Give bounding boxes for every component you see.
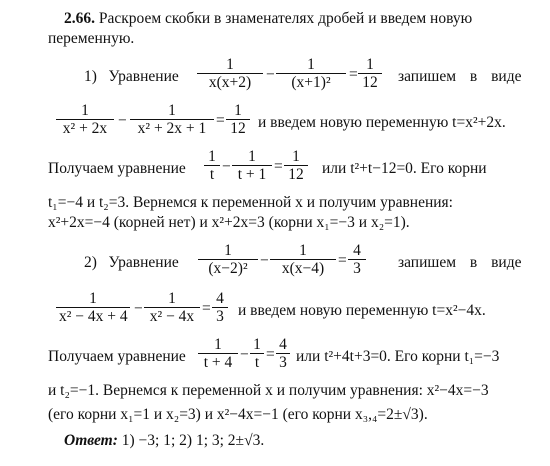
- p2-fraction-1: [198, 242, 258, 278]
- denominator: 12: [226, 119, 250, 138]
- equals-sign: =: [202, 300, 211, 317]
- p1-fraction-2: [276, 56, 346, 92]
- numerator: 1: [81, 102, 89, 119]
- r3-fraction-2: [232, 148, 272, 184]
- denominator: 3: [212, 307, 228, 326]
- part2-word: Уравнение: [108, 254, 179, 271]
- minus-sign: −: [240, 346, 249, 363]
- numerator: 1: [253, 336, 261, 353]
- part1-tail: запишем в виде: [398, 68, 522, 85]
- r8-lead: Получаем уравнение: [48, 348, 186, 365]
- minus-sign: −: [266, 66, 275, 83]
- r7-fraction-2: [144, 290, 200, 326]
- denominator: x² + 2x + 1: [130, 119, 214, 138]
- denominator: 12: [358, 73, 382, 92]
- p1-fraction-3: [358, 56, 382, 92]
- numerator: 4: [216, 290, 224, 307]
- denominator: (x−2)²: [198, 259, 258, 278]
- minus-sign: −: [118, 112, 127, 129]
- denominator: 3: [348, 259, 366, 278]
- p2-fraction-2: [270, 242, 336, 278]
- r7-fraction-3: [212, 290, 228, 326]
- numerator: 4: [279, 336, 287, 353]
- denominator: (x+1)²: [276, 73, 346, 92]
- r7-fraction-1: [56, 290, 130, 326]
- denominator: x(x+2): [197, 73, 263, 92]
- minus-sign: −: [222, 158, 231, 175]
- r2-fraction-3: [226, 102, 250, 138]
- numerator: 1: [234, 102, 242, 119]
- numerator: 1: [89, 290, 97, 307]
- denominator: t: [250, 353, 264, 372]
- denominator: 3: [276, 353, 290, 372]
- r5-text: x²+2x=−4 (корней нет) и x²+2x=3 (корни x₁=−3 и x₂=1).: [48, 214, 410, 231]
- equals-sign: =: [349, 66, 358, 83]
- numerator: 1: [248, 148, 256, 165]
- p1-fraction-1: [197, 56, 263, 92]
- r8-fraction-2: [250, 336, 264, 372]
- r9-text: и t₂=−1. Вернемся к переменной x и получим уравнения: x²−4x=−3: [48, 382, 489, 399]
- numerator: 1: [208, 148, 216, 165]
- denominator: t: [204, 165, 220, 184]
- r4-text: t₁=−4 и t₂=3. Вернемся к переменной x и получим уравнения:: [48, 194, 453, 211]
- minus-sign: −: [134, 300, 143, 317]
- numerator: 1: [299, 242, 307, 259]
- denominator: t + 4: [198, 353, 238, 372]
- part1-number: 1): [84, 68, 97, 85]
- p2-fraction-3: [348, 242, 366, 278]
- r8-fraction-3: [276, 336, 290, 372]
- numerator: 1: [168, 102, 176, 119]
- r3-lead: Получаем уравнение: [48, 160, 186, 177]
- denominator: x² − 4x: [144, 307, 200, 326]
- r2-fraction-1: [56, 102, 114, 138]
- part1-word: Уравнение: [108, 68, 179, 85]
- r2-text: и введем новую переменную t=x²+2x.: [258, 114, 506, 131]
- numerator: 1: [226, 56, 234, 73]
- denominator: 12: [284, 165, 308, 184]
- numerator: 1: [366, 56, 374, 73]
- numerator: 1: [168, 290, 176, 307]
- r3-fraction-1: [204, 148, 220, 184]
- answer-label: Ответ:: [64, 432, 118, 449]
- equals-sign: =: [338, 252, 347, 269]
- denominator: x² + 2x: [56, 119, 114, 138]
- r3-fraction-3: [284, 148, 308, 184]
- part1-label: [84, 68, 179, 86]
- denominator: x² − 4x + 4: [56, 307, 130, 326]
- r8-tail: или t²+4t+3=0. Его корни t₁=−3: [296, 348, 500, 365]
- answer-text: 1) −3; 1; 2) 1; 3; 2±√3.: [121, 432, 265, 449]
- r3-tail: или t²+t−12=0. Его корни: [322, 160, 487, 177]
- numerator: 1: [307, 56, 315, 73]
- r7-text: и введем новую переменную t=x²−4x.: [238, 302, 486, 319]
- equals-sign: =: [266, 346, 275, 363]
- r2-fraction-2: [130, 102, 214, 138]
- numerator: 1: [214, 336, 222, 353]
- part2-label: [84, 254, 179, 272]
- denominator: x(x−4): [270, 259, 336, 278]
- part2-tail: запишем в виде: [398, 254, 522, 271]
- problem-number: 2.66.: [64, 10, 95, 27]
- numerator: 4: [353, 242, 361, 259]
- answer-line: [64, 432, 264, 450]
- intro-line-1: [64, 10, 472, 28]
- intro-text: Раскроем скобки в знаменателях дробей и введем новую: [98, 10, 473, 27]
- equals-sign: =: [274, 158, 283, 175]
- part2-number: 2): [84, 254, 97, 271]
- numerator: 1: [224, 242, 232, 259]
- intro-line-2: переменную.: [48, 30, 135, 47]
- minus-sign: −: [260, 252, 269, 269]
- r8-fraction-1: [198, 336, 238, 372]
- equals-sign: =: [216, 112, 225, 129]
- r10-text: (его корни x₁=1 и x₂=3) и x²−4x=−1 (его корни x₃,₄=2±√3).: [48, 406, 428, 423]
- denominator: t + 1: [232, 165, 272, 184]
- numerator: 1: [292, 148, 300, 165]
